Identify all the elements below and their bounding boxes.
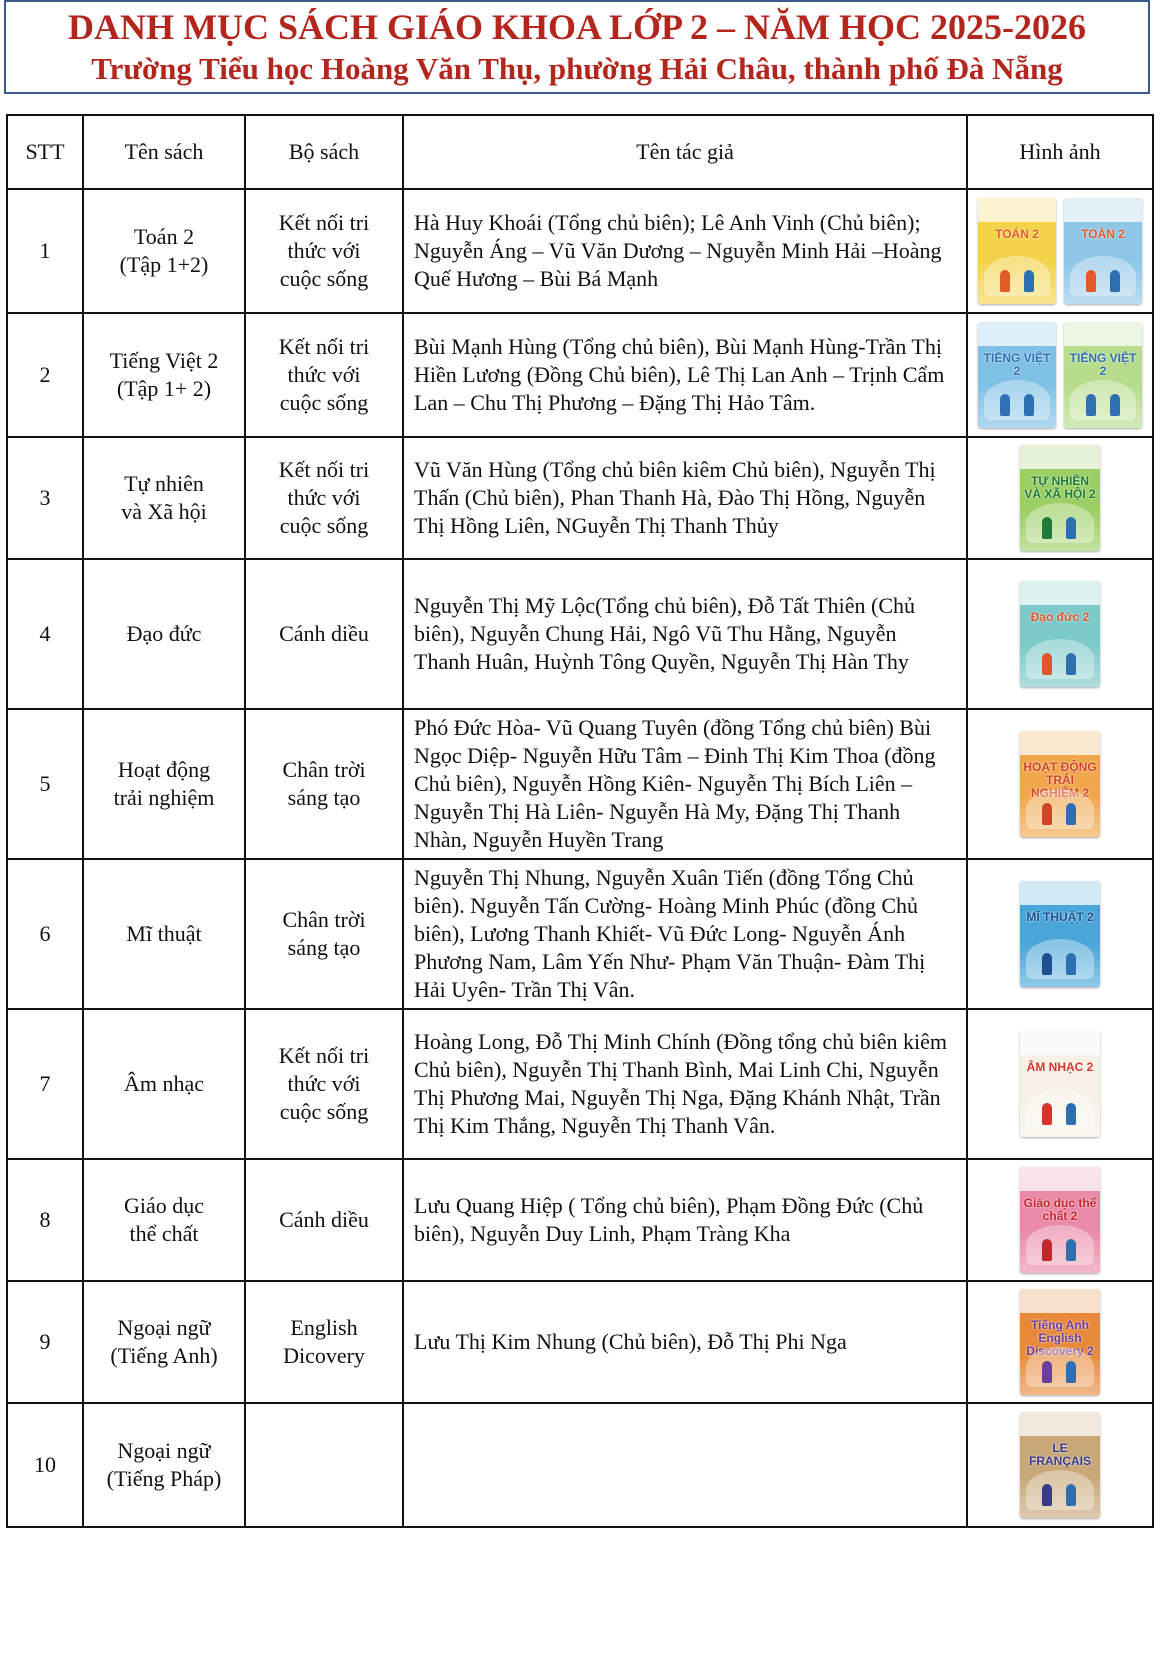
row-book-set <box>245 1403 403 1527</box>
child-figure <box>1042 953 1052 975</box>
child-figure <box>1110 270 1120 292</box>
table-row <box>7 709 1153 859</box>
header-authors: Tên tác giả <box>403 115 967 189</box>
cover-illustration <box>1026 939 1094 979</box>
cover-illustration <box>1026 1225 1094 1265</box>
row-book-set <box>245 859 403 1009</box>
cover-title: TOÁN 2 <box>995 227 1039 241</box>
book-set-line: Kết nối tri <box>278 334 370 359</box>
table-row <box>7 859 1153 1009</box>
cover-title: HOẠT ĐỘNG TRẢI NGHIỆM 2 <box>1023 760 1097 800</box>
book-covers <box>978 1289 1142 1395</box>
row-stt: 7 <box>7 1009 83 1159</box>
textbook-table <box>6 114 1154 1528</box>
cover-illustration <box>1026 1089 1094 1129</box>
cover-illustration <box>1026 639 1094 679</box>
book-covers <box>978 881 1142 987</box>
book-covers <box>978 445 1142 551</box>
row-image <box>967 1281 1153 1403</box>
book-name-line: (Tập 1+ 2) <box>116 376 212 401</box>
cover-header-band <box>1020 581 1100 605</box>
child-figure <box>1042 1361 1052 1383</box>
book-cover-image <box>1020 1289 1100 1395</box>
header-book-set: Bộ sách <box>245 115 403 189</box>
child-figure <box>1066 1103 1076 1125</box>
cover-illustration <box>1070 380 1136 420</box>
table-row <box>7 559 1153 709</box>
row-authors: Lưu Quang Hiệp ( Tổng chủ biên), Phạm Đồng Đức (Chủ biên), Nguyễn Duy Linh, Phạm Tràng Kha <box>403 1159 967 1281</box>
child-figure <box>1024 270 1034 292</box>
row-image <box>967 709 1153 859</box>
child-figure <box>1086 270 1096 292</box>
row-stt: 1 <box>7 189 83 313</box>
cover-header-band <box>1064 198 1142 222</box>
row-authors: Lưu Thị Kim Nhung (Chủ biên), Đỗ Thị Phi Nga <box>403 1281 967 1403</box>
book-set-line: cuộc sống <box>279 266 369 291</box>
document-title: DANH MỤC SÁCH GIÁO KHOA LỚP 2 – NĂM HỌC 2025-2026 <box>67 7 1086 47</box>
book-name-line: Mĩ thuật <box>126 921 202 946</box>
cover-illustration <box>984 256 1050 296</box>
book-covers <box>978 731 1142 837</box>
cover-title: TIẾNG VIỆT 2 <box>983 351 1051 378</box>
book-set-line: Kết nối tri <box>278 1043 370 1068</box>
cover-title: Giáo dục thể chất 2 <box>1023 1196 1097 1223</box>
row-authors: Nguyễn Thị Mỹ Lộc(Tổng chủ biên), Đỗ Tất Thiên (Chủ biên), Nguyễn Chung Hải, Ngô Vũ Thu Hằng, Nguyễn Thanh Huân, Huỳnh Tông Quyền, Nguyễn Thị Hàn Thy <box>403 559 967 709</box>
table-row <box>7 1159 1153 1281</box>
book-set-line: Chân trời <box>282 757 366 782</box>
row-authors: Nguyễn Thị Nhung, Nguyễn Xuân Tiến (đồng Tổng Chủ biên). Nguyễn Tấn Cường- Hoàng Minh Phúc (đồng Chủ biên), Lương Thanh Khiết- Vũ Đức Long- Nguyễn Ánh Phương Nam, Lâm Yến Như- Phạm Văn Thuận- Đàm Thị Hải Uyên- Trần Thị Vân. <box>403 859 967 1009</box>
book-cover-image <box>1020 1412 1100 1518</box>
row-image <box>967 859 1153 1009</box>
row-book-name <box>83 437 245 559</box>
book-set-line: Dicovery <box>283 1343 365 1368</box>
book-covers <box>978 198 1142 304</box>
book-covers <box>978 1167 1142 1273</box>
book-covers <box>978 322 1142 428</box>
book-set-line: cuộc sống <box>279 1099 369 1124</box>
row-authors: Vũ Văn Hùng (Tổng chủ biên kiêm Chủ biên), Nguyễn Thị Thấn (Chủ biên), Phan Thanh Hà, Đào Thị Hồng, Nguyễn Thị Hồng Liên, NGuyễn Thị Thanh Thủy <box>403 437 967 559</box>
table-row <box>7 1281 1153 1403</box>
child-figure <box>1024 394 1034 416</box>
child-figure <box>1086 394 1096 416</box>
book-set-line: thức với <box>287 1071 361 1096</box>
row-image <box>967 437 1153 559</box>
child-figure <box>1042 653 1052 675</box>
row-stt: 4 <box>7 559 83 709</box>
book-cover-image <box>978 322 1056 428</box>
book-set-line: thức với <box>287 238 361 263</box>
book-cover-image <box>1020 881 1100 987</box>
book-name-line: Ngoại ngữ <box>117 1315 211 1340</box>
book-covers <box>978 581 1142 687</box>
child-figure <box>1110 394 1120 416</box>
cover-illustration <box>1026 1470 1094 1510</box>
row-image <box>967 1403 1153 1527</box>
cover-title: TOÁN 2 <box>1081 227 1125 241</box>
book-cover-image <box>1020 731 1100 837</box>
row-book-name <box>83 1281 245 1403</box>
cover-header-band <box>1020 1031 1100 1055</box>
row-authors: Hà Huy Khoái (Tổng chủ biên); Lê Anh Vinh (Chủ biên); Nguyễn Áng – Vũ Văn Dương – Nguyễn Minh Hải –Hoàng Quế Hương – Bùi Bá Mạnh <box>403 189 967 313</box>
row-image <box>967 1159 1153 1281</box>
child-figure <box>1000 270 1010 292</box>
book-set-line: Cánh diều <box>279 621 369 646</box>
book-name-line: Đạo đức <box>126 621 202 646</box>
header-book-name: Tên sách <box>83 115 245 189</box>
book-set-line: thức với <box>287 485 361 510</box>
row-authors: Hoàng Long, Đỗ Thị Minh Chính (Đồng tổng chủ biên kiêm Chủ biên), Nguyễn Thị Thanh Bình, Mai Linh Chi, Nguyễn Thị Phương Mai, Nguyễn Thị Nga, Đặng Khánh Nhật, Trần Thị Kim Thắng, Nguyễn Thị Thanh Vân. <box>403 1009 967 1159</box>
cover-title: MĨ THUẬT 2 <box>1026 910 1094 924</box>
book-set-line: English <box>290 1315 358 1340</box>
row-authors: Phó Đức Hòa- Vũ Quang Tuyên (đồng Tổng chủ biên) Bùi Ngọc Diệp- Nguyễn Hữu Tâm – Đinh Thị Kim Thoa (đồng Chủ biên), Nguyễn Hồng Kiên- Nguyễn Thị Bích Liên – Nguyễn Thị Hà Liên- Nguyễn Hà My, Đặng Thị Thanh Nhàn, Nguyễn Huyền Trang <box>403 709 967 859</box>
book-cover-image <box>978 198 1056 304</box>
row-book-set <box>245 709 403 859</box>
book-name-line: (Tiếng Anh) <box>110 1343 218 1368</box>
row-stt: 10 <box>7 1403 83 1527</box>
child-figure <box>1042 1103 1052 1125</box>
row-book-name <box>83 1009 245 1159</box>
cover-title: LE FRANÇAIS <box>1029 1441 1091 1468</box>
book-name-line: Tự nhiên <box>124 471 204 496</box>
book-cover-image <box>1020 1031 1100 1137</box>
book-cover-image <box>1020 581 1100 687</box>
child-figure <box>1066 517 1076 539</box>
row-stt: 3 <box>7 437 83 559</box>
child-figure <box>1066 803 1076 825</box>
child-figure <box>1066 1239 1076 1261</box>
row-book-set <box>245 559 403 709</box>
cover-illustration <box>1026 503 1094 543</box>
row-book-set <box>245 437 403 559</box>
cover-illustration <box>1070 256 1136 296</box>
table-row <box>7 1403 1153 1527</box>
row-authors: Bùi Mạnh Hùng (Tổng chủ biên), Bùi Mạnh Hùng-Trần Thị Hiền Lương (Đồng Chủ biên), Lê Thị Lan Anh – Trịnh Cẩm Lan – Chu Thị Phương – Đặng Thị Hảo Tâm. <box>403 313 967 437</box>
book-set-line: Chân trời <box>282 907 366 932</box>
book-set-line: Kết nối tri <box>278 210 370 235</box>
header-image: Hình ảnh <box>967 115 1153 189</box>
row-stt: 2 <box>7 313 83 437</box>
book-name-line: Giáo dục <box>123 1193 205 1218</box>
cover-title: ÂM NHẠC 2 <box>1026 1060 1094 1074</box>
table-row <box>7 437 1153 559</box>
row-image <box>967 559 1153 709</box>
book-set-line: sáng tạo <box>287 785 361 810</box>
table-row <box>7 189 1153 313</box>
book-cover-image <box>1020 445 1100 551</box>
table-body <box>7 189 1153 1527</box>
book-name-line: thể chất <box>129 1221 199 1246</box>
child-figure <box>1042 517 1052 539</box>
child-figure <box>1042 803 1052 825</box>
book-cover-image <box>1020 1167 1100 1273</box>
header-stt: STT <box>7 115 83 189</box>
cover-title: Tiếng Anh English Discovery 2 <box>1026 1318 1094 1358</box>
book-name-line: Tiếng Việt 2 <box>109 348 219 373</box>
child-figure <box>1042 1239 1052 1261</box>
cover-illustration <box>984 380 1050 420</box>
row-book-set <box>245 313 403 437</box>
table-header-row <box>7 115 1153 189</box>
book-set-line: cuộc sống <box>279 390 369 415</box>
book-name-line: (Tiếng Pháp) <box>106 1466 222 1491</box>
child-figure <box>1066 953 1076 975</box>
document-header <box>4 0 1150 94</box>
book-set-line: Kết nối tri <box>278 457 370 482</box>
book-name-line: Ngoại ngữ <box>117 1438 211 1463</box>
book-cover-image <box>1064 198 1142 304</box>
book-set-line: thức với <box>287 362 361 387</box>
book-covers <box>978 1412 1142 1518</box>
row-image <box>967 189 1153 313</box>
cover-header-band <box>1020 1412 1100 1436</box>
row-image <box>967 1009 1153 1159</box>
cover-title: Đạo đức 2 <box>1030 610 1090 624</box>
book-cover-image <box>1064 322 1142 428</box>
cover-title: TỰ NHIÊN VÀ XÃ HỘI 2 <box>1024 474 1096 501</box>
row-book-name <box>83 189 245 313</box>
cover-illustration <box>1026 1347 1094 1387</box>
book-name-line: Toán 2 <box>133 224 195 249</box>
row-book-name <box>83 559 245 709</box>
row-book-set <box>245 1159 403 1281</box>
cover-header-band <box>978 322 1056 346</box>
book-name-line: (Tập 1+2) <box>119 252 209 277</box>
book-set-line: Cánh diều <box>279 1207 369 1232</box>
row-book-name <box>83 709 245 859</box>
book-set-line: cuộc sống <box>279 513 369 538</box>
row-book-set <box>245 1281 403 1403</box>
cover-header-band <box>1064 322 1142 346</box>
child-figure <box>1000 394 1010 416</box>
cover-header-band <box>1020 1167 1100 1191</box>
cover-header-band <box>1020 881 1100 905</box>
cover-header-band <box>1020 445 1100 469</box>
book-name-line: Âm nhạc <box>123 1071 205 1096</box>
book-set-line: sáng tạo <box>287 935 361 960</box>
book-name-line: Hoạt động <box>117 757 211 782</box>
cover-title: TIẾNG VIỆT 2 <box>1069 351 1137 378</box>
row-stt: 9 <box>7 1281 83 1403</box>
table-row <box>7 1009 1153 1159</box>
child-figure <box>1042 1484 1052 1506</box>
cover-header-band <box>1020 731 1100 755</box>
row-stt: 6 <box>7 859 83 1009</box>
document-subtitle: Trường Tiểu học Hoàng Văn Thụ, phường Hải Châu, thành phố Đà Nẵng <box>91 51 1063 86</box>
row-book-name <box>83 859 245 1009</box>
row-book-name <box>83 313 245 437</box>
child-figure <box>1066 1361 1076 1383</box>
book-covers <box>978 1031 1142 1137</box>
cover-header-band <box>978 198 1056 222</box>
row-book-name <box>83 1159 245 1281</box>
row-stt: 5 <box>7 709 83 859</box>
row-stt: 8 <box>7 1159 83 1281</box>
row-book-set <box>245 1009 403 1159</box>
table-row <box>7 313 1153 437</box>
child-figure <box>1066 1484 1076 1506</box>
child-figure <box>1066 653 1076 675</box>
book-name-line: trải nghiệm <box>113 785 215 810</box>
row-book-name <box>83 1403 245 1527</box>
cover-header-band <box>1020 1289 1100 1313</box>
row-image <box>967 313 1153 437</box>
book-name-line: và Xã hội <box>121 499 207 524</box>
cover-illustration <box>1026 789 1094 829</box>
row-authors <box>403 1403 967 1527</box>
row-book-set <box>245 189 403 313</box>
